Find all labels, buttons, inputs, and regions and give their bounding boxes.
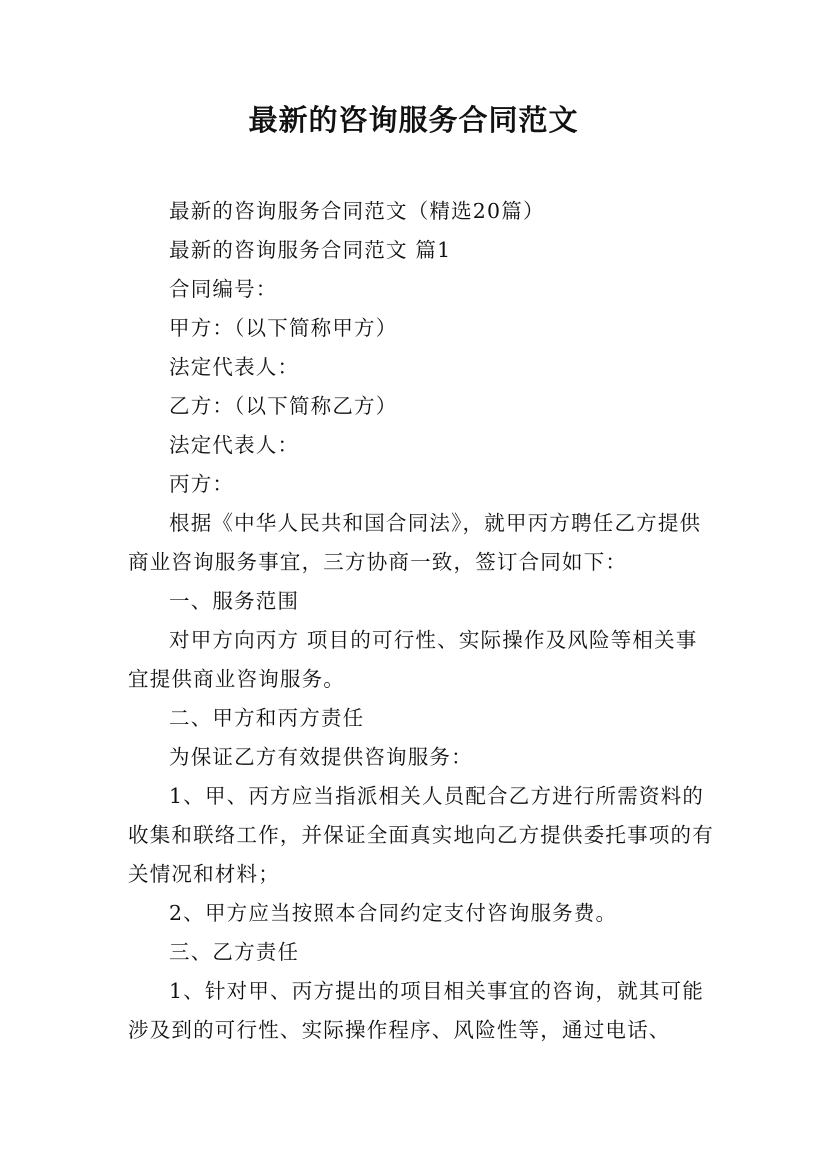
paragraph: 三、乙方责任 (169, 940, 300, 964)
paragraph: 2、甲方应当按照本合同约定支付咨询服务费。 (169, 901, 618, 925)
paragraph: 1、甲、丙方应当指派相关人员配合乙方进行所需资料的收集和联络工作，并保证全面真实地向乙方提供委托事项的有关情况和材料； (128, 784, 714, 886)
document-title: 最新的咨询服务合同范文 (248, 103, 579, 137)
paragraph: 1、针对甲、丙方提出的项目相关事宜的咨询，就其可能涉及到的可行性、实际操作程序、风险性等，通过电话、 (128, 979, 705, 1042)
paragraph: 法定代表人： (169, 355, 300, 379)
document-body (128, 192, 718, 1050)
paragraph: 丙方： (169, 472, 235, 496)
paragraph: 乙方：（以下简称乙方） (169, 394, 398, 418)
paragraph: 合同编号： (169, 277, 278, 301)
paragraph: 法定代表人： (169, 433, 300, 457)
paragraph: 根据《中华人民共和国合同法》，就甲丙方聘任乙方提供商业咨询服务事宜，三方协商一致，签订合同如下： (128, 511, 702, 574)
paragraph: 一、服务范围 (169, 589, 300, 613)
paragraph: 最新的咨询服务合同范文 篇1 (169, 238, 452, 262)
paragraph: 对甲方向丙方 项目的可行性、实际操作及风险等相关事宜提供商业咨询服务。 (128, 628, 698, 691)
paragraph: 甲方：（以下简称甲方） (169, 316, 398, 340)
paragraph: 最新的咨询服务合同范文（精选20篇） (169, 199, 545, 223)
paragraph: 为保证乙方有效提供咨询服务： (169, 745, 473, 769)
paragraph: 二、甲方和丙方责任 (169, 706, 365, 730)
